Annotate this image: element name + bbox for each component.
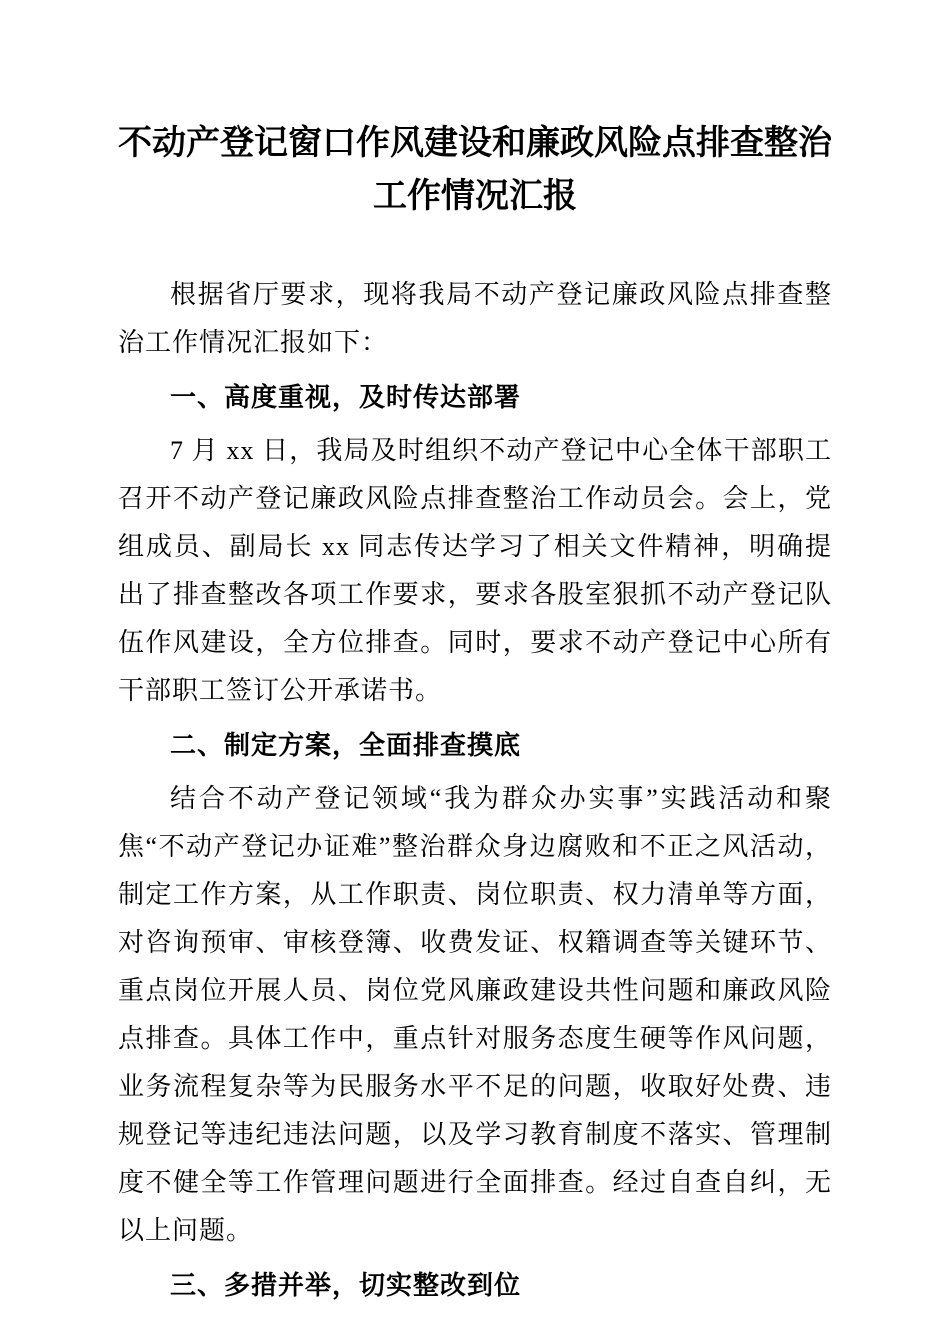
section-heading-3: 三、多措并举，切实整改到位 bbox=[170, 1270, 522, 1301]
paragraph-section-2: 结合不动产登记领域“我为群众办实事”实践活动和聚焦“不动产登记办证难”整治群众身边腐败和不正之风活动，制定工作方案，从工作职责、岗位职责、权力清单等方面，对咨询预审、审核登簿、收费发证、权籍调查等关键环节、重点岗位开展人员、岗位党风廉政建设共性问题和廉政风险点排查。具体工作中，重点针对服务态度生硬等作风问题，业务流程复杂等为民服务水平不足的问题，收取好处费、违规登记等违纪违法问题，以及学习教育制度不落实、管理制度不健全等工作管理问题进行全面排查。经过自查自纠，无以上问题。 bbox=[118, 784, 832, 1246]
paragraph-intro: 根据省厅要求，现将我局不动产登记廉政风险点排查整治工作情况汇报如下： bbox=[118, 280, 832, 358]
document-title: 不动产登记窗口作风建设和廉政风险点排查整治工作情况汇报 bbox=[118, 125, 832, 215]
paragraph-section-1: 7 月 xx 日，我局及时组织不动产登记中心全体干部职工召开不动产登记廉政风险点排查整治工作动员会。会上，党组成员、副局长 xx 同志传达学习了相关文件精神，明确提出了排查整改各项工作要求，要求各股室狠抓不动产登记队伍作风建设，全方位排查。同时，要求不动产登记中心所有干部职工签订公开承诺书。 bbox=[118, 436, 832, 706]
section-heading-1: 一、高度重视，及时传达部署 bbox=[170, 382, 522, 413]
section-heading-2: 二、制定方案，全面排查摸底 bbox=[170, 730, 522, 761]
